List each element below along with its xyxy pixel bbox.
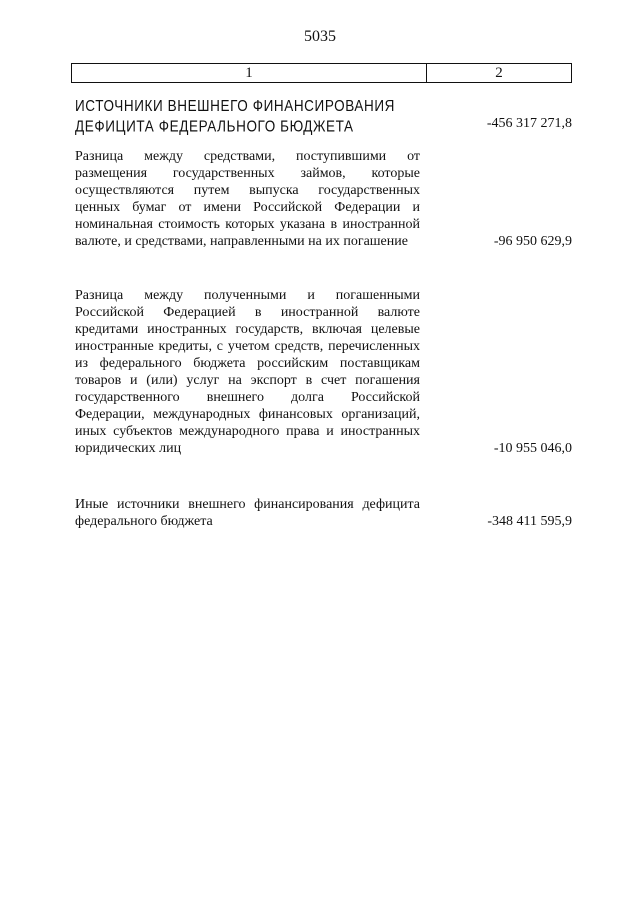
table-row (75, 96, 572, 136)
row-value: -96 950 629,9 (493, 234, 572, 249)
section-heading: ИСТОЧНИКИ ВНЕШНЕГО ФИНАНСИРОВАНИЯ ДЕФИЦИТА ФЕДЕРАЛЬНОГО БЮДЖЕТА (75, 97, 395, 136)
page-number: 5035 (304, 28, 336, 45)
row-description: Иные источники внешнего финансирования дефицита федерального бюджета (75, 497, 420, 529)
table-row (75, 148, 572, 250)
row-value: -348 411 595,9 (487, 514, 572, 529)
row-description: Разница между полученными и погашенными Российской Федерацией в иностранной валюте кредитами иностранных государств, включая целевые иностранные кредиты, с учетом средств, перечисленных из федерального бюджета российским поставщикам товаров и (или) услуг на экспорт в счет погашения государственного внешнего долга Российской Федерации, международных финансовых организаций, иных субъектов международного права и иностранных юридических лиц (75, 288, 420, 456)
row-value: -456 317 271,8 (486, 116, 572, 131)
row-description: Разница между средствами, поступившими от размещения государственных займов, которые осуществляются путем выпуска государственных ценных бумаг от имени Российской Федерации и номинальная стоимость которых указана в иностранной валюте, и средствами, направленными на их погашение (75, 149, 420, 249)
table-header (71, 63, 572, 83)
column-header-1: 1 (72, 64, 427, 82)
table-row (75, 496, 572, 530)
table-row (75, 287, 572, 457)
column-header-2: 2 (495, 65, 503, 81)
row-value: -10 955 046,0 (493, 441, 572, 456)
